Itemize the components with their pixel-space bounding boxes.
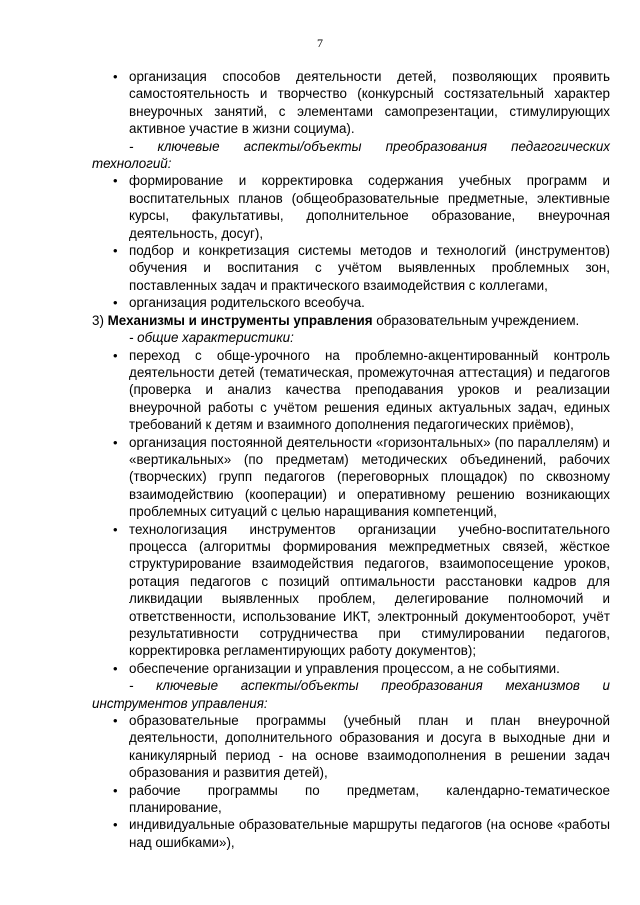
bullet-text: индивидуальные образовательные маршруты педагогов (на основе «работы над ошибками»), [129, 817, 610, 850]
page-number: 7 [317, 36, 323, 50]
subheading-text: - общие характеристики: [129, 330, 294, 346]
subheading [92, 329, 610, 346]
section-heading [92, 312, 610, 329]
bullet-item [92, 242, 610, 294]
bullet-item [92, 660, 610, 677]
bullet-icon: • [113, 347, 118, 363]
bullet-item [92, 68, 610, 138]
bullet-icon: • [113, 817, 118, 833]
bullet-item [92, 172, 610, 242]
bullet-icon: • [113, 295, 118, 311]
subheading-text: - ключевые аспекты/объекты преобразования педагогических технологий: [92, 138, 610, 172]
bullet-icon: • [113, 173, 118, 189]
bullet-icon: • [113, 434, 118, 450]
subheading [92, 138, 610, 173]
bullet-text: образовательные программы (учебный план и план внеурочной деятельности, дополнительного образования и досуга в выходные дни и каникулярный период - на основе взаимодополнения в решении задач образования и развития детей), [129, 713, 610, 781]
bullet-text: рабочие программы по предметам, календарно-тематическое планирование, [129, 782, 610, 816]
bullet-text: организация способов деятельности детей, позволяющих проявить самостоятельность и творчество (конкурсный состязательный характер внеурочных занятий, с элементами самопрезентации, стимулирующих активное участие в жизни социума). [129, 69, 610, 137]
bullet-item [92, 347, 610, 434]
section-number: 3) [92, 312, 104, 328]
bullet-icon: • [113, 782, 118, 798]
subheading [92, 677, 610, 712]
bullet-icon: • [113, 521, 118, 537]
section-title: Механизмы и инструменты управления [107, 312, 373, 328]
bullet-text: технологизация инструментов организации учебно-воспитательного процесса (алгоритмы формирования межпредметных связей, жёсткое структурирование взаимодействия педагогов, взаимопосещение уроков, ротация педагогов с позиций оптимальности расстановки кадров для ликвидации выявленных проблем, делегирование полномочий и ответственности, использование ИКТ, электронный документооборот, учёт результативности сотрудничества при стимулировании педагогов, корректировка регламентирующих работу документов); [129, 521, 610, 659]
section-title-rest: образовательным учреждением. [376, 312, 580, 328]
subheading-text: - ключевые аспекты/объекты преобразования механизмов и инструментов управления: [92, 678, 610, 711]
page-body [92, 68, 610, 851]
bullet-text: переход с обще-урочного на проблемно-акцентированный контроль деятельности детей (тематическая, промежуточная аттестация) и педагогов (проверка и анализ качества преподавания уроков и реализации внеурочной работы с учётом решения единых актуальных задач, единых требований к детям и взаимного дополнения педагогических приёмов), [129, 347, 610, 433]
bullet-item [92, 521, 610, 660]
bullet-item [92, 434, 610, 521]
bullet-item [92, 816, 610, 851]
bullet-text: формирование и корректировка содержания учебных программ и воспитательных планов (общеобразовательные предметные, элективные курсы, факультативы, дополнительное образование, внеурочная деятельность, досуг), [129, 173, 610, 241]
bullet-item [92, 712, 610, 782]
bullet-item [92, 782, 610, 817]
bullet-icon: • [113, 69, 118, 84]
bullet-text: организация постоянной деятельности «горизонтальных» (по параллелям) и «вертикальных» (по предметам) методических объединений, рабочих (творческих) групп педагогов (переговорных площадок) по сквозному взаимодействию (кооперации) и оперативному решению возникающих проблемных ситуаций с целью наращивания компетенций, [129, 434, 610, 520]
bullet-icon: • [113, 243, 118, 259]
bullet-icon: • [113, 660, 118, 676]
bullet-icon: • [113, 713, 118, 729]
bullet-text: организация родительского всеобуча. [129, 295, 365, 311]
bullet-item [92, 294, 610, 311]
bullet-text: обеспечение организации и управления процессом, а не событиями. [129, 660, 560, 676]
bullet-text: подбор и конкретизация системы методов и технологий (инструментов) обучения и воспитания с учётом выявленных проблемных зон, поставленных задач и практического взаимодействия с коллегами, [129, 243, 610, 293]
